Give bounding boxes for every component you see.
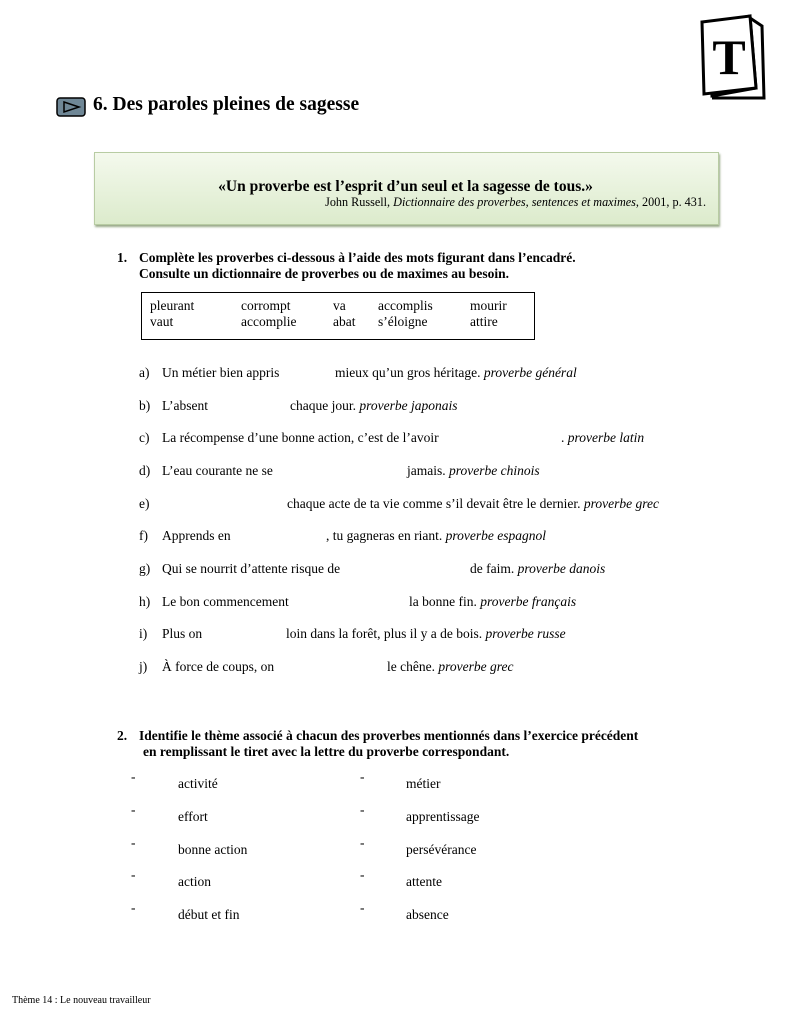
theme-item: action xyxy=(178,874,211,889)
item-letter: i) xyxy=(139,626,148,641)
item-text-after: le chêne. proverbe grec xyxy=(387,659,514,674)
item-text-before: Apprends en xyxy=(162,528,231,543)
item-letter: b) xyxy=(139,398,151,413)
theme-logo-icon xyxy=(700,14,766,100)
section-play-icon xyxy=(56,97,86,117)
item-letter: h) xyxy=(139,594,151,609)
word: mourir xyxy=(470,298,507,313)
answer-dash: - xyxy=(131,802,136,817)
theme-item: métier xyxy=(406,776,441,791)
item-letter: e) xyxy=(139,496,150,511)
item-text-after: , tu gagneras en riant. proverbe espagnol xyxy=(326,528,546,543)
answer-dash: - xyxy=(360,802,365,817)
item-text-after: . proverbe latin xyxy=(561,430,645,445)
proverb-origin: proverbe japonais xyxy=(359,398,458,413)
item-text-after: de faim. proverbe danois xyxy=(470,561,606,576)
item-text-before: Un métier bien appris xyxy=(162,365,280,380)
item-text-before: La récompense d’une bonne action, c’est de l’avoir xyxy=(162,430,439,445)
theme-item: début et fin xyxy=(178,907,240,922)
quote-source xyxy=(94,195,706,210)
q2-number: 2. xyxy=(117,728,128,743)
item-letter: a) xyxy=(139,365,150,380)
answer-dash: - xyxy=(131,867,136,882)
item-text-before: Plus on xyxy=(162,626,203,641)
proverb-origin: proverbe danois xyxy=(517,561,606,576)
answer-dash: - xyxy=(131,835,136,850)
answer-dash: - xyxy=(360,900,365,915)
q2-instruction-line2: en remplissant le tiret avec la lettre du proverbe correspondant. xyxy=(143,744,510,759)
item-text-after: la bonne fin. proverbe français xyxy=(409,594,577,609)
theme-item: apprentissage xyxy=(406,809,480,824)
item-letter: g) xyxy=(139,561,151,576)
word: pleurant xyxy=(150,298,195,313)
item-letter: c) xyxy=(139,430,150,445)
item-text-before: Le bon commencement xyxy=(162,594,289,609)
word: accomplie xyxy=(241,314,297,329)
word: accomplis xyxy=(378,298,433,313)
logo-letter: T xyxy=(712,29,746,85)
theme-item: activité xyxy=(178,776,218,791)
answer-dash: - xyxy=(360,867,365,882)
word: abat xyxy=(333,314,356,329)
proverb-origin: proverbe français xyxy=(480,594,577,609)
item-text-after: chaque jour. proverbe japonais xyxy=(290,398,458,413)
theme-item: bonne action xyxy=(178,842,248,857)
item-text-after: loin dans la forêt, plus il y a de bois. proverbe russe xyxy=(286,626,566,641)
item-text-before: À force de coups, on xyxy=(162,659,275,674)
item-letter: d) xyxy=(139,463,151,478)
item-text-before: L’eau courante ne se xyxy=(162,463,273,478)
q1-instruction-line2: Consulte un dictionnaire de proverbes ou de maximes au besoin. xyxy=(139,266,510,281)
word: vaut xyxy=(150,314,174,329)
proverb-origin: proverbe grec xyxy=(438,659,514,674)
quote-book: Dictionnaire des proverbes, sentences et maximes xyxy=(393,195,636,209)
proverb-origin: proverbe général xyxy=(483,365,577,380)
proverb-origin: proverbe chinois xyxy=(449,463,540,478)
item-letter: f) xyxy=(139,528,148,543)
item-text-before: Qui se nourrit d’attente risque de xyxy=(162,561,341,576)
proverb-origin: proverbe espagnol xyxy=(445,528,546,543)
answer-dash: - xyxy=(360,835,365,850)
theme-item: effort xyxy=(178,809,208,824)
quote-text: «Un proverbe est l’esprit d’un seul et la sagesse de tous.» xyxy=(218,178,593,195)
q2-instruction-line1: Identifie le thème associé à chacun des proverbes mentionnés dans l’exercice précédent xyxy=(139,728,639,743)
proverb-origin: proverbe latin xyxy=(567,430,645,445)
proverb-origin: proverbe russe xyxy=(485,626,566,641)
item-text-after: mieux qu’un gros héritage. proverbe général xyxy=(335,365,577,380)
theme-item: attente xyxy=(406,874,442,889)
theme-item: persévérance xyxy=(406,842,477,857)
section-title: 6. Des paroles pleines de sagesse xyxy=(93,94,360,115)
quote-details: , 2001, p. 431. xyxy=(635,195,706,209)
quote-author: John Russell, xyxy=(325,195,394,209)
answer-dash: - xyxy=(360,769,365,784)
item-text-after: jamais. proverbe chinois xyxy=(407,463,540,478)
q1-instruction-line1: Complète les proverbes ci-dessous à l’aide des mots figurant dans l’encadré. xyxy=(139,250,576,265)
word: attire xyxy=(470,314,498,329)
q1-number: 1. xyxy=(117,250,128,265)
item-letter: j) xyxy=(139,659,148,674)
page-footer: Thème 14 : Le nouveau travailleur xyxy=(12,995,151,1006)
answer-dash: - xyxy=(131,769,136,784)
proverb-origin: proverbe grec xyxy=(583,496,659,511)
answer-dash: - xyxy=(131,900,136,915)
word: corrompt xyxy=(241,298,291,313)
item-text-before: L’absent xyxy=(162,398,208,413)
word: s’éloigne xyxy=(378,314,428,329)
word: va xyxy=(333,298,346,313)
theme-item: absence xyxy=(406,907,449,922)
item-text-after: chaque acte de ta vie comme s’il devait être le dernier. proverbe grec xyxy=(287,496,659,511)
